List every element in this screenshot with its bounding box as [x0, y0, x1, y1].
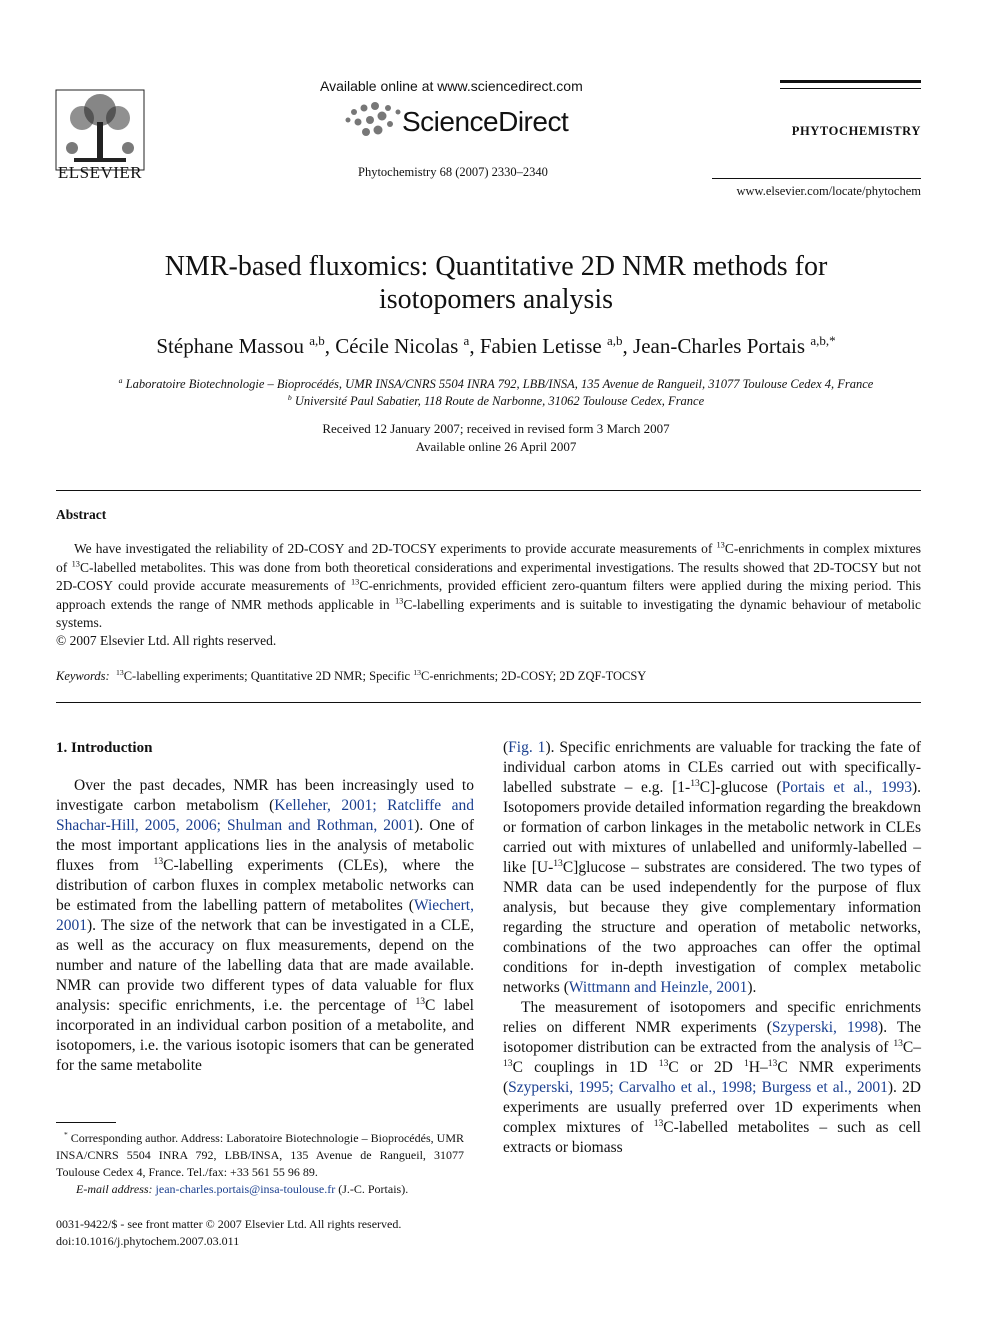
- keywords-label: Keywords:: [56, 669, 110, 683]
- isotope-mark: 13: [413, 667, 421, 677]
- body-text: The measurement of isotopomers and specific enrichments relies on different NMR experiments (: [503, 999, 921, 1036]
- isotope-mark: 1: [743, 1057, 749, 1069]
- footnote-mark: *: [64, 1130, 68, 1139]
- front-matter: [56, 1216, 476, 1250]
- journal-citation: Phytochemistry 68 (2007) 2330–2340: [358, 165, 548, 179]
- author-name: Stéphane Massou: [156, 334, 304, 358]
- author-name: Fabien Letisse: [479, 334, 602, 358]
- abstract-text-run: C-enrichments, provided efficient zero-quantum filters were applied during the mixing period. This approach extends the range of NMR methods applicable in: [56, 578, 921, 612]
- footnote-rule: [56, 1122, 116, 1123]
- affil-mark: b: [287, 392, 292, 402]
- affil-mark: a: [118, 375, 123, 385]
- section-heading: 1. Introduction: [56, 740, 153, 756]
- body-text: C label incorporated in an individual carbon position of a metabolite, and isotopomers, i.e. the various isotopic isomers that can be generated for the same metabolite: [56, 997, 474, 1074]
- abstract-text: [56, 540, 921, 633]
- publisher-name: ELSEVIER: [57, 163, 143, 182]
- header-rule: [780, 80, 921, 83]
- citation-link[interactable]: Kelleher, 2001; Ratcliffe and Shachar-Hill, 2005, 2006; Shulman and Rothman, 2001: [56, 797, 474, 834]
- email-suffix: (J.-C. Portais).: [338, 1182, 409, 1196]
- citation-link[interactable]: Portais et al., 1993: [781, 779, 912, 796]
- isotope-mark: 13: [553, 857, 563, 869]
- body-paragraph: [56, 776, 474, 1076]
- isotope-mark: 13: [71, 559, 80, 568]
- body-text: C-labelling experiments (CLEs), where the distribution of carbon fluxes in complex metabolic networks can be estimated from the labelling pattern of metabolites (: [56, 857, 474, 914]
- citation-link[interactable]: Wiechert, 2001: [56, 897, 474, 934]
- isotope-mark: 13: [415, 995, 426, 1007]
- email-link[interactable]: jean-charles.portais@insa-toulouse.fr: [155, 1182, 336, 1196]
- email-label: E-mail address:: [76, 1182, 153, 1196]
- isotope-mark: 13: [115, 667, 124, 677]
- isotope-mark: 13: [716, 540, 725, 550]
- online-date: Available online 26 April 2007: [415, 439, 577, 454]
- isotope-mark: 13: [153, 855, 164, 867]
- copyright-line: © 2007 Elsevier Ltd. All rights reserved.: [56, 633, 277, 648]
- body-text: C–: [902, 1039, 921, 1056]
- citation-link[interactable]: Szyperski, 1998: [771, 1019, 879, 1036]
- author-affil-mark: a,b: [606, 333, 623, 348]
- body-text: H–: [748, 1059, 768, 1076]
- corresponding-author-footnote: [56, 1130, 464, 1198]
- isotope-mark: 13: [767, 1057, 778, 1069]
- article-title: NMR-based fluxomics: Quantitative 2D NMR methods for isotopomers analysis: [164, 251, 828, 315]
- body-text: C NMR experiments (: [503, 1059, 921, 1096]
- affil-text: Laboratoire Biotechnologie – Bioprocédés, UMR INSA/CNRS 5504 INRA 792, LBB/INSA, 135 Avenue de Rangueil, 31077 Toulouse Cedex 4, France: [125, 377, 874, 391]
- citation-link[interactable]: Wittmann and Heinzle, 2001: [568, 979, 748, 996]
- journal-url[interactable]: www.elsevier.com/locate/phytochem: [736, 184, 921, 198]
- isotope-mark: 13: [351, 577, 360, 587]
- keywords: [56, 669, 921, 684]
- section-divider: [56, 490, 921, 491]
- isotope-mark: 13: [690, 777, 700, 789]
- body-text: C or 2D: [668, 1059, 744, 1076]
- body-text: (: [503, 739, 509, 756]
- header-rule: [712, 178, 921, 179]
- section-divider: [56, 702, 921, 703]
- article-dates: [56, 420, 936, 456]
- body-text: ). Isotopomers provide detailed information regarding the breakdown or formation of carbon linkages in the metabolic network in CLEs carried out with mixtures of unlabelled and uniformly-labelled – like [U-: [503, 779, 922, 876]
- keywords-text: C-labelling experiments; Quantitative 2D NMR; Specific: [123, 669, 414, 683]
- author-name: Jean-Charles Portais: [633, 334, 806, 358]
- body-text: ).: [747, 979, 757, 996]
- abstract-text-run: C-labelling experiments and is suitable to investigating the dynamic behaviour of metabolic systems.: [56, 596, 922, 630]
- abstract-text-run: C-enrichments in complex mixtures of: [56, 541, 921, 575]
- received-date: Received 12 January 2007; received in revised form 3 March 2007: [322, 421, 670, 436]
- body-column-left: [56, 738, 474, 1076]
- body-text: C couplings in 1D: [512, 1059, 659, 1076]
- body-paragraph: [503, 738, 921, 998]
- abstract-heading: Abstract: [56, 507, 107, 522]
- author-affil-mark: a: [463, 333, 470, 348]
- affiliations: [56, 376, 936, 410]
- isotope-mark: 13: [395, 596, 404, 605]
- abstract-text-run: We have investigated the reliability of 2D-COSY and 2D-TOCSY experiments to provide accurate measurements of: [74, 541, 717, 556]
- body-column-right: [503, 738, 921, 1158]
- affil-text: Université Paul Sabatier, 118 Route de Narbonne, 31062 Toulouse Cedex, France: [294, 394, 705, 408]
- body-text: ). The size of the network that can be investigated in a CLE, as well as the accuracy on flux measurements, depend on the number and nature of the labelling data that are made available. NMR can provide two different types of data valuable for flux analysis: specific enrichments, i.e. the percentage of: [56, 917, 474, 1014]
- abstract-text-run: C-labelled metabolites. This was done from both theoretical considerations and experimental investigations. The results showed that 2D-TOCSY but not 2D-COSY could provide accurate measurements of: [56, 559, 921, 593]
- body-text: ). The isotopomer distribution can be extracted from the analysis of: [503, 1019, 921, 1056]
- journal-name: PHYTOCHEMISTRY: [791, 124, 921, 138]
- keywords-text: C-enrichments; 2D-COSY; 2D ZQF-TOCSY: [420, 669, 647, 683]
- author-name: Cécile Nicolas: [335, 334, 459, 358]
- issn-line: 0031-9422/$ - see front matter © 2007 Elsevier Ltd. All rights reserved.: [56, 1217, 402, 1231]
- footnote-text: Corresponding author. Address: Laboratoire Biotechnologie – Bioprocédés, UMR INSA/CNRS 5504 INRA 792, LBB/INSA, 135 Avenue de Rangueil, 31077 Toulouse Cedex 4, France. Tel./fax: +33 561 55 96 89.: [56, 1131, 464, 1179]
- isotope-mark: 13: [503, 1057, 513, 1069]
- figure-link[interactable]: Fig. 1: [508, 739, 546, 756]
- isotope-mark: 13: [893, 1037, 903, 1049]
- available-online-text[interactable]: Available online at www.sciencedirect.com: [320, 78, 583, 94]
- body-text: ). Specific enrichments are valuable for tracking the fate of individual carbon atoms in CLEs carried out with specifically-labelled substrate – e.g. [1-: [503, 739, 921, 796]
- body-text: ). One of the most important applications lies in the analysis of metabolic fluxes from: [56, 817, 474, 874]
- body-text: Over the past decades, NMR has been increasingly used to investigate carbon metabolism (: [56, 777, 474, 814]
- body-paragraph: [503, 998, 921, 1158]
- sciencedirect-wordmark: ScienceDirect: [402, 106, 569, 137]
- doi-line[interactable]: doi:10.1016/j.phytochem.2007.03.011: [56, 1234, 240, 1248]
- citation-link[interactable]: Szyperski, 1995; Carvalho et al., 1998; Burgess et al., 2001: [508, 1079, 888, 1096]
- body-text: ). 2D experiments are usually preferred over 1D experiments when complex mixtures of: [503, 1079, 922, 1136]
- header-rule: [780, 88, 921, 89]
- author-affil-mark: a,b: [309, 333, 325, 348]
- author-list: Stéphane Massou $^{a,b}$, Cécile Nicolas $^a$, Fabien Letisse $^{a,b}$, Jean-Charles Portais $^{a,b,*}$: [156, 333, 836, 358]
- body-text: C]-glucose (: [699, 779, 782, 796]
- isotope-mark: 13: [653, 1117, 664, 1129]
- body-text: C]glucose – substrates are considered. The two types of NMR data can be used independently for the purpose of flux analysis, but because they give complementary information regarding the structure and operation of metabolic networks, combinations of the two approaches can offer the optimal conditions for in-depth investigation of complex metabolic networks (: [503, 859, 922, 996]
- body-text: C-labelled metabolites – such as cell extracts or biomass: [503, 1119, 921, 1156]
- author-affil-mark[interactable]: a,b,*: [810, 333, 836, 348]
- isotope-mark: 13: [658, 1057, 669, 1069]
